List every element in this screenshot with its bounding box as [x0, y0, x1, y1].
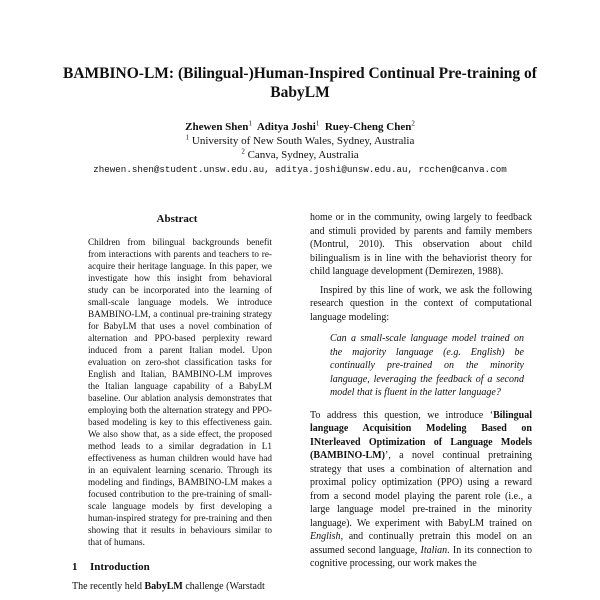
author-name: Aditya Joshi — [256, 121, 316, 133]
affiliation-line — [40, 148, 560, 162]
author-names — [40, 120, 560, 134]
text-run: ’, a novel continual pretraining strategy that uses a combination of alternation and proximal policy optimization (PPO) using a reward from a second model playing the parent role (i.e., a large language model pre-trained in the minority language). We experiment with BabyLM trained on — [310, 450, 532, 529]
author-emails: zhewen.shen@student.unsw.edu.au, aditya.joshi@unsw.edu.au, rcchen@canva.com — [93, 164, 507, 175]
body-paragraph — [310, 409, 532, 571]
section-heading-introduction — [72, 560, 282, 574]
text-run-italic: English — [310, 531, 341, 542]
text-run-italic: Italian — [420, 544, 448, 556]
abstract-text: Children from bilingual backgrounds benefit from interactions with parents and teachers to re-acquire their heritage language. In this paper, we investigate how this insight from behavioral study can be incorporated into the learning of small-scale language models. We introduce BAMBINO-LM, a continual pre-training strategy for BabyLM that uses a novel combination of alternation and PPO-based perplexity reward induced from a parent Italian model. Upon evaluation on zero-shot classification tasks for English and Italian, BAMBINO-LM improves the Italian language capability of a BabyLM baseline. Our ablation analysis demonstrates that employing both the alternation strategy and PPO-based modeling is key to this effectiveness gain. We also show that, as a side effect, the proposed method leads to a similar degradation in L1 effectiveness as human children would have had in an equivalent learning scenario. Through its modeling and findings, BAMBINO-LM makes a focused contribution to the pre-training of small-scale language models by first developing a human-inspired strategy for pre-training and then showing that it results in behaviours similar to that of humans. — [88, 237, 272, 547]
author-block — [40, 120, 560, 162]
intro-text-post: challenge (Warstadt — [182, 581, 265, 592]
section-number: 1 — [72, 561, 78, 573]
author-name: Zhewen Shen — [185, 121, 249, 133]
intro-text-pre: The recently held — [72, 581, 145, 592]
affiliation-marker: 2 — [411, 119, 415, 128]
research-question: Can a small-scale language model trained on the majority language (e.g. English) be continually pre-trained on the minority language, leveraging the feedback of a second model that is fluent in the latter language? — [330, 333, 524, 398]
intro-text-bold: BabyLM — [144, 581, 183, 592]
affiliation-marker: 1 — [248, 119, 252, 128]
right-column — [310, 211, 532, 571]
affiliation-text: University of New South Wales, Sydney, Australia — [191, 135, 415, 147]
affiliation-number: 2 — [241, 147, 245, 156]
intro-paragraph — [72, 580, 282, 594]
author-name: Ruey-Cheng Chen — [324, 121, 412, 133]
affiliation-text: Canva, Sydney, Australia — [247, 149, 359, 161]
text-run: , and continually pretrain this model on an assumed second language, — [310, 531, 532, 556]
text-run-bold: Bilingual language Acquisition Modeling Based on INterleaved Optimization of Language Models (BAMBINO-LM) — [310, 409, 532, 461]
left-column — [72, 212, 282, 594]
affiliation-line — [40, 134, 560, 148]
body-paragraph: home or in the community, owing largely to feedback and stimuli provided by parents and family members (Montrul, 2010). This observation about child bilingualism is in line with the behaviorist theory for child language development (Demirezen, 1988). — [310, 212, 532, 277]
text-run: To address this question, we introduce ‘ — [310, 409, 494, 421]
paper-title: BAMBINO-LM: (Bilingual-)Human-Inspired Continual Pre-training of BabyLM — [63, 65, 537, 101]
body-paragraph: Inspired by this line of work, we ask the following research question in the context of computational language modeling: — [310, 284, 532, 323]
affiliation-number: 1 — [185, 133, 190, 142]
section-title: Introduction — [90, 561, 150, 573]
affiliation-marker: 1 — [315, 119, 320, 128]
text-run: . In its connection to cognitive processing, our work makes the — [310, 544, 532, 569]
abstract-heading: Abstract — [156, 213, 198, 225]
